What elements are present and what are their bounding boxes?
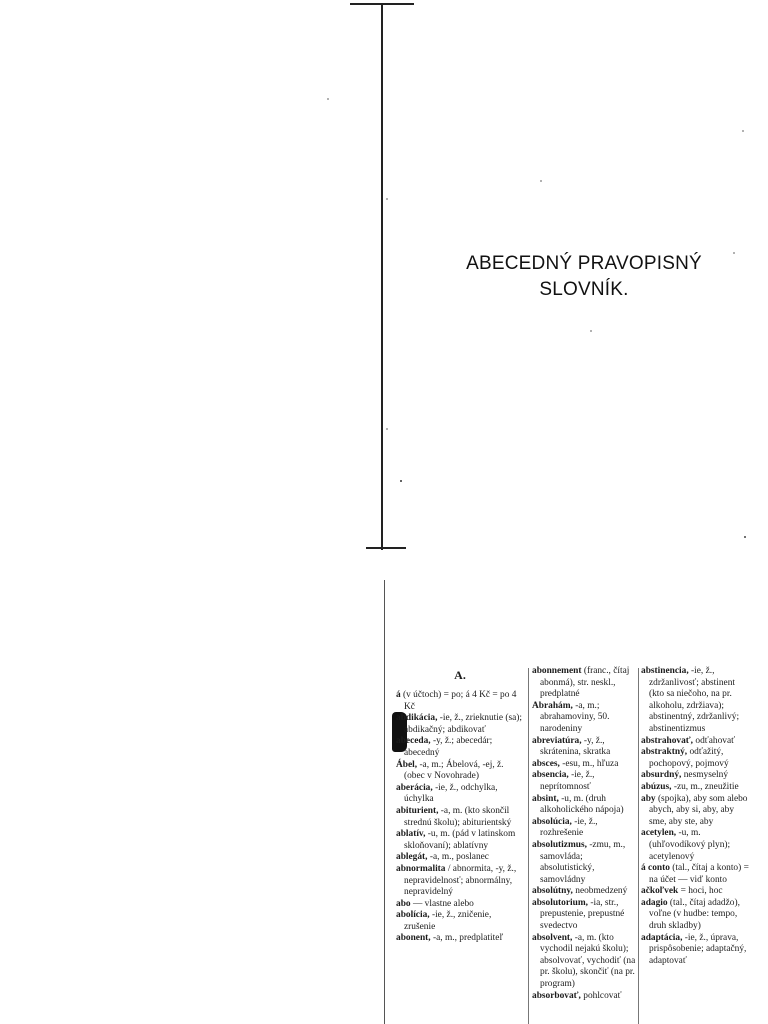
scan-speck <box>540 180 542 182</box>
dictionary-entry <box>641 770 751 782</box>
title-line-1: ABECEDNÝ PRAVOPISNÝ <box>466 253 702 274</box>
entry-definition: -ie, ž., neprítomnosť <box>540 770 595 792</box>
entry-definition: -a, m.; abrahamoviny, 50. narodeniny <box>540 700 610 734</box>
dictionary-entry <box>396 806 524 829</box>
dictionary-column-3 <box>641 666 751 1024</box>
entry-headword: abeceda, <box>396 736 431 747</box>
entry-definition: -ie, ž., odchylka, úchylka <box>404 782 498 805</box>
entry-definition: -a, m. (kto skončil strednú školu); abiturientský <box>404 805 512 828</box>
entry-definition: -y, ž., skrátenina, skratka <box>540 735 611 758</box>
page-title <box>458 251 710 303</box>
entry-definition: -u, m. (uhľovodíkový plyn); acetylenový <box>649 828 731 862</box>
entry-definition: -ie, ž., úprava, prispôsobenie; adaptačný, adaptovať <box>649 932 747 966</box>
entry-headword: absint, <box>532 793 559 804</box>
dictionary-entry <box>641 828 751 863</box>
entry-headword: abstinencia, <box>641 666 689 676</box>
dictionary-entry <box>641 933 751 968</box>
entry-definition: -u, m. (pád v latinskom skloňovaní); ablatívny <box>404 829 516 851</box>
entry-headword: á <box>396 690 401 700</box>
binding-vertical-line <box>381 5 383 550</box>
entry-headword: absorbovať, <box>532 990 581 1001</box>
entry-headword: absolutorium, <box>532 897 588 908</box>
dictionary-entry <box>396 713 524 736</box>
entry-headword: absolúcia, <box>532 816 572 827</box>
dictionary-entry <box>396 852 524 864</box>
entry-headword: Abrahám, <box>532 700 573 711</box>
entry-definition: (tal., čítaj a konto) = na účet — viď konto <box>649 863 749 885</box>
entry-headword: absurdný, <box>641 770 682 781</box>
entry-headword: abnormalita <box>396 863 446 874</box>
scan-speck <box>327 98 329 100</box>
entry-definition: -ie, ž., zničenie, zrušenie <box>404 910 492 932</box>
entry-headword: abonnement <box>532 666 582 676</box>
dictionary-entry <box>396 933 524 945</box>
entry-definition: (franc., čítaj abonmá), str. neskl., predplatné <box>540 666 630 700</box>
entry-headword: absces, <box>532 758 560 769</box>
dictionary-page <box>392 666 768 1024</box>
entry-definition: (v účtoch) = po; á 4 Kč = po 4 Kč <box>400 690 517 712</box>
dictionary-entry <box>396 783 524 806</box>
entry-headword: abstraktný, <box>641 747 688 758</box>
entry-definition: -ie, ž., zrieknutie (sa); abdikačný; abdikovať <box>404 713 523 735</box>
entry-definition: -esu, m., hľuza <box>559 758 619 769</box>
dictionary-entry <box>641 736 751 748</box>
page-edge-line <box>384 580 385 1024</box>
dictionary-entry <box>641 794 751 829</box>
dictionary-entry <box>396 910 524 933</box>
entry-headword: abiturient, <box>396 805 439 816</box>
dictionary-entry <box>532 886 636 898</box>
entry-definition: neobmedzený <box>572 886 628 897</box>
dictionary-entry <box>532 817 636 840</box>
entry-definition: — vlastne alebo <box>410 898 474 909</box>
dictionary-entry <box>641 747 751 770</box>
entry-headword: adaptácia, <box>641 932 683 943</box>
entry-headword: absolvent, <box>532 932 573 943</box>
dictionary-entry <box>641 782 751 794</box>
dictionary-entry <box>532 991 636 1003</box>
entry-headword: abreviatúra, <box>532 735 582 746</box>
entry-definition: odťažitý, pochopový, pojmový <box>649 747 729 769</box>
dictionary-entry <box>532 759 636 771</box>
dictionary-entry <box>532 736 636 759</box>
dictionary-entry <box>532 933 636 991</box>
scan-speck <box>400 480 402 482</box>
scan-speck <box>742 130 744 132</box>
entry-headword: abúzus, <box>641 781 672 792</box>
dictionary-entry <box>396 736 524 759</box>
entry-definition: = hoci, hoc <box>678 886 723 897</box>
entry-headword: abstrahovať, <box>641 735 694 746</box>
dictionary-entry <box>532 701 636 736</box>
entry-headword: aberácia, <box>396 782 433 793</box>
entry-definition: -a, m.; Ábelová, -ej, ž. (obec v Novohrade) <box>404 759 504 782</box>
entry-headword: ablatív, <box>396 829 426 840</box>
entry-headword: abo <box>396 898 411 909</box>
dictionary-entry <box>396 899 524 911</box>
dictionary-entry <box>396 864 524 899</box>
entry-definition: pohlcovať <box>580 990 622 1001</box>
dictionary-entry <box>641 863 751 886</box>
title-line-2: SLOVNÍK. <box>539 279 629 300</box>
dictionary-entry <box>532 898 636 933</box>
entry-headword: abonent, <box>396 933 431 944</box>
entry-headword: absencia, <box>532 770 569 781</box>
column-divider <box>528 668 529 1024</box>
entry-definition: -u, m. (druh alkoholického nápoja) <box>540 793 624 816</box>
scan-speck <box>744 536 746 538</box>
entry-definition: -y, ž.; abecedár; abecedný <box>404 736 493 758</box>
column-divider <box>638 668 639 1024</box>
entry-headword: adagio <box>641 897 668 908</box>
entry-headword: ablegát, <box>396 852 428 863</box>
entry-headword: Ábel, <box>396 759 418 770</box>
entry-definition: nesmyselný <box>681 770 729 781</box>
dictionary-column-1 <box>396 666 524 1024</box>
entry-definition: -a, m., poslanec <box>427 852 489 863</box>
scan-speck <box>386 198 388 200</box>
entry-definition: (spojka), aby som alebo abych, aby si, aby, aby sme, aby ste, aby <box>649 793 748 827</box>
entry-definition: -zu, m., zneužitie <box>671 781 739 792</box>
dictionary-entry <box>641 666 751 736</box>
section-letter: A. <box>454 668 466 682</box>
entry-definition: -a, m. (kto vychodil nejakú školu); absolvovať, vychodiť (na pr. školu), skončiť (na pr. program) <box>540 932 636 990</box>
entry-headword: ačkoľvek <box>641 886 679 897</box>
entry-headword: absolutizmus, <box>532 839 587 850</box>
entry-definition: -ia, str., prepustenie, prepustné svedectvo <box>540 897 625 932</box>
entry-definition: -ie, ž., zdržanlivosť; abstinent (kto sa niečoho, na pr. alkoholu, zdržiava); abstinentný, zdržanlivý; abstinentizmus <box>649 666 740 734</box>
scan-speck <box>733 252 735 254</box>
dictionary-entry <box>396 760 524 783</box>
dictionary-column-2 <box>532 666 636 1024</box>
entry-headword: á conto <box>641 863 670 874</box>
entry-headword: abdikácia, <box>396 713 438 724</box>
dictionary-entry <box>641 898 751 933</box>
entry-headword: absolútny, <box>532 886 573 897</box>
dictionary-entry <box>532 794 636 817</box>
scan-speck <box>386 428 388 430</box>
dictionary-entry <box>532 770 636 793</box>
entry-definition: / abnormita, -y, ž., nepravidelnosť; abnormálny, nepravidelný <box>404 863 517 898</box>
entry-definition: (tal., čítaj adadžo), voľne (v hudbe: tempo, druh skladby) <box>649 897 740 932</box>
dictionary-entry <box>532 666 636 701</box>
entry-definition: odťahovať <box>693 735 736 746</box>
binding-bottom-mark <box>366 547 406 549</box>
entry-headword: aby <box>641 793 656 804</box>
entry-headword: abolícia, <box>396 910 430 921</box>
entry-headword: acetylen, <box>641 828 677 839</box>
entry-definition: -zmu, m., samovláda; absolutistický, samovládny <box>540 839 626 885</box>
scan-speck <box>590 330 592 332</box>
dictionary-entry <box>641 886 751 898</box>
dictionary-entry <box>532 840 636 886</box>
entry-definition: -ie, ž., rozhrešenie <box>540 816 598 839</box>
dictionary-entry <box>396 690 524 713</box>
dictionary-entry <box>396 829 524 852</box>
entry-definition: -a, m., predplatiteľ <box>430 933 504 944</box>
